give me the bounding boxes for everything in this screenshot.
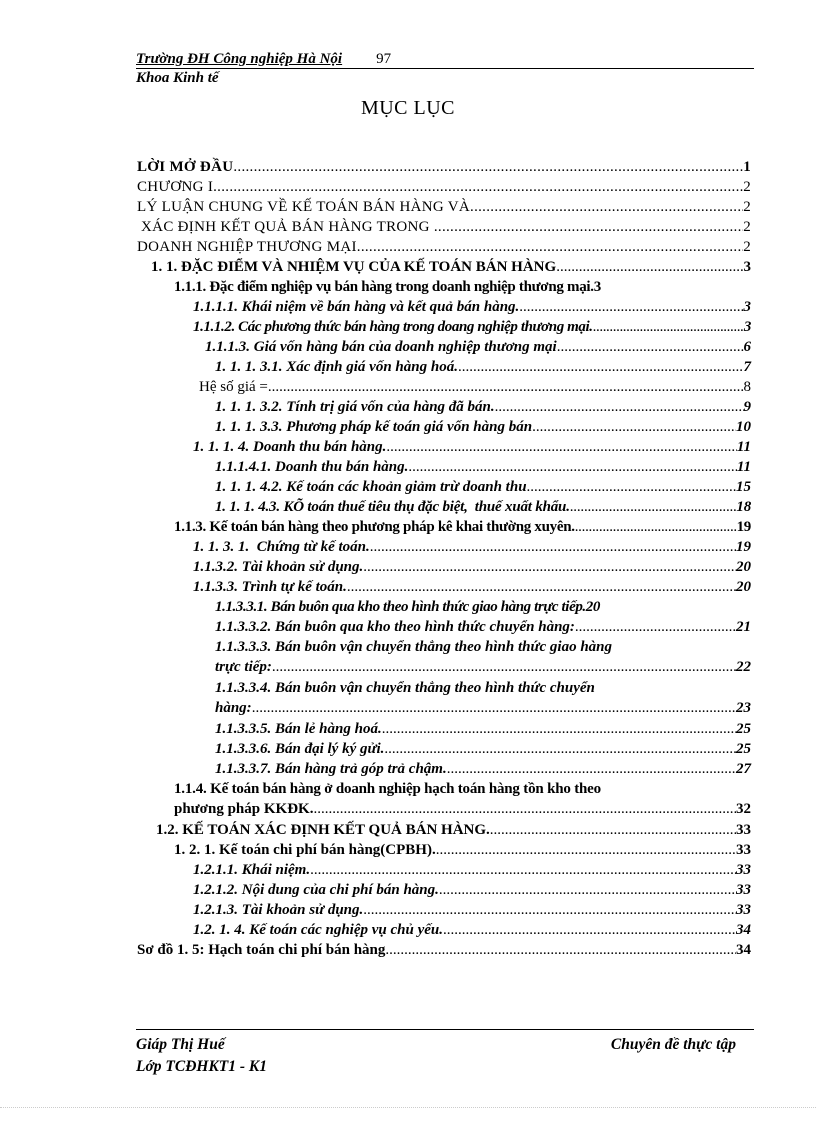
toc-entry[interactable] [137,277,753,297]
toc-entry[interactable] [137,337,751,357]
toc-entry-page: 2 [743,199,751,215]
leader-dots [347,577,736,597]
leader-dots [532,417,736,437]
leader-dots [458,357,744,377]
toc-entry[interactable] [137,759,751,779]
toc-entry-page: 2 [743,179,751,195]
toc-entry-title: DOANH NGHIỆP THƯƠNG MẠI [137,239,357,255]
toc-entry-page: 33 [736,842,751,858]
toc-entry-title: 1. 1. 1. 3.1. Xác định giá vốn hàng hoá. [215,359,458,375]
toc-entry[interactable] [137,437,751,457]
leader-dots [408,457,736,477]
toc-entry-page: 2 [743,239,751,255]
toc-entry-title: 1.1.3.3. Trình tự kế toán. [193,579,347,595]
table-of-contents [137,157,751,960]
leader-dots [556,257,743,277]
school-name: Trường ĐH Công nghiệp Hà Nội [136,51,343,67]
toc-entry-page: 34 [736,942,751,958]
toc-entry-page: 19 [736,519,751,535]
toc-entry[interactable] [137,860,751,880]
toc-entry[interactable] [137,197,751,217]
toc-entry-page: 19 [736,539,751,555]
toc-entry-title: 1.1.3.2. Tài khoản sử dụng. [193,559,364,575]
toc-entry[interactable] [137,537,751,557]
toc-entry-title: 1. 1. ĐẶC ĐIỂM VÀ NHIỆM VỤ CỦA KẾ TOÁN BÁN HÀNG [151,259,557,275]
toc-entry-title: 1. 1. 1. 4. Doanh thu bán hàng. [193,439,387,455]
toc-entry-page: 11 [736,439,751,455]
toc-entry-page: 27 [736,761,751,777]
page-footer [136,1034,736,1078]
toc-entry-page: 15 [736,479,751,495]
toc-entry[interactable] [137,497,751,517]
toc-entry-title: 1.2. 1. 4. Kế toán các nghiệp vụ chủ yếu. [193,922,443,938]
toc-entry[interactable] [137,397,751,417]
toc-entry[interactable] [137,297,751,317]
toc-entry-page: 33 [736,822,751,838]
leader-dots [384,739,736,759]
toc-entry-title: Hệ số giá = [199,379,268,395]
toc-entry[interactable] [137,637,751,678]
toc-entry-title: 1. 1. 3. 1. Chứng từ kế toán. [193,539,370,555]
toc-entry-title: 1. 1. 1. 3.2. Tính trị giá vốn của hàng đã bán. [215,399,495,415]
toc-entry[interactable] [137,237,751,257]
toc-entry[interactable] [137,317,751,337]
toc-entry-page: 32 [736,801,751,818]
leader-dots [434,217,743,237]
toc-entry[interactable] [137,840,751,860]
leader-dots [570,497,737,517]
toc-entry-page: 3 [593,279,601,295]
toc-entry-title: 1.1.3.3.6. Bán đại lý ký gửi. [215,741,385,757]
toc-entry-title: 1.2.1.1. Khái niệm. [193,862,311,878]
toc-entry-title: Sơ đồ 1. 5: Hạch toán chi phí bán hàng [137,942,386,958]
leader-dots [268,377,744,397]
toc-entry[interactable] [137,779,751,820]
toc-entry-title: 1.1.1.1. Khái niệm về bán hàng và kết quả bán hàng. [193,299,520,315]
leader-dots [557,337,744,357]
leader-dots [490,820,736,840]
toc-entry-title: LÝ LUẬN CHUNG VỀ KẾ TOÁN BÁN HÀNG VÀ [137,199,471,215]
toc-entry[interactable] [137,517,751,537]
toc-entry-title: 1.1.1.3. Giá vốn hàng bán của doanh nghiệp thương mại [205,339,557,355]
toc-entry[interactable] [137,900,751,920]
toc-entry-page: 10 [736,419,751,435]
leader-dots [233,157,743,177]
toc-entry-title: 1.2.1.3. Tài khoản sử dụng. [193,902,364,918]
toc-entry[interactable] [137,457,751,477]
leader-dots [575,517,737,537]
toc-entry-title: 1.1.3.3.4. Bán buôn vận chuyển thẳng theo hình thức chuyển [215,680,595,696]
faculty-name: Khoa Kinh tế [136,70,219,86]
toc-entry-page: 1 [743,159,751,175]
toc-entry[interactable] [137,417,751,437]
toc-entry-page: 33 [736,882,751,898]
toc-entry-page: 25 [736,741,751,757]
toc-entry[interactable] [137,739,751,759]
toc-entry-page: 21 [736,619,751,635]
leader-dots [310,860,736,880]
toc-entry-page: 22 [736,659,751,676]
page-title: MỤC LỤC [360,97,456,119]
toc-entry-page: 8 [743,379,751,395]
toc-entry-title: 1.1.1.4.1. Doanh thu bán hàng. [215,459,409,475]
toc-entry[interactable] [137,597,751,617]
toc-entry[interactable] [137,157,751,177]
toc-entry-title-cont: phương pháp KKĐK. [174,801,314,818]
toc-entry[interactable] [137,617,751,637]
toc-entry[interactable] [137,557,751,577]
toc-entry-page: 20 [736,579,751,595]
author-name: Giáp Thị Huế [136,1036,225,1053]
toc-entry[interactable] [137,880,751,900]
toc-entry-page: 3 [743,259,751,275]
toc-entry[interactable] [137,477,751,497]
toc-entry[interactable] [137,577,751,597]
leader-dots [470,197,743,217]
toc-entry-title: 1.1.3.3.1. Bán buôn qua kho theo hình thức giao hàng trực tiếp. [215,599,586,615]
toc-entry-title: 1.2.1.2. Nội dung của chi phí bán hàng. [193,882,439,898]
toc-entry-page: 18 [736,499,751,515]
toc-entry[interactable] [137,177,751,197]
toc-entry-page: 3 [743,319,751,335]
leader-dots [519,297,743,317]
toc-entry-page: 20 [585,599,600,615]
leader-dots [363,900,736,920]
document-type: Chuyên đề thực tập [610,1036,736,1053]
toc-entry-title: 1.1.3.3.5. Bán lẻ hàng hoá. [215,721,382,737]
footer-divider [136,1029,754,1030]
toc-entry-title: CHƯƠNG I [137,179,214,195]
leader-dots [213,177,743,197]
toc-entry-title-cont: trực tiếp: [215,659,272,676]
leader-dots [363,557,736,577]
toc-entry-page: 2 [743,219,751,235]
leader-dots [382,719,736,739]
leader-dots [252,698,736,718]
toc-entry-title: 1.2. KẾ TOÁN XÁC ĐỊNH KẾT QUẢ BÁN HÀNG. [156,822,490,838]
toc-entry-title: 1. 1. 1. 4.2. Kế toán các khoản giảm trừ doanh thu [215,479,527,495]
toc-entry[interactable] [137,820,751,840]
toc-entry[interactable] [137,940,751,960]
leader-dots [385,940,736,960]
toc-entry-page: 11 [736,459,751,475]
toc-entry-title: 1.1.3. Kế toán bán hàng theo phương pháp kê khai thường xuyên. [174,519,575,535]
toc-entry-title-cont: hàng: [215,700,252,717]
toc-entry[interactable] [137,257,751,277]
toc-entry-title: 1.1.3.3.2. Bán buôn qua kho theo hình thức chuyển hàng: [215,619,575,635]
leader-dots [439,880,736,900]
leader-dots [443,920,736,940]
page-header [136,50,754,87]
toc-entry[interactable] [137,377,751,397]
leader-dots [313,799,736,819]
toc-entry-title: LỜI MỞ ĐẦU [137,159,234,175]
toc-entry-page: 33 [736,902,751,918]
toc-entry-title: 1.1.1. Đặc điểm nghiệp vụ bán hàng trong doanh nghiệp thương mại. [174,279,594,295]
toc-entry-title: 1.1.3.3.7. Bán hàng trả góp trả chậm. [215,761,447,777]
toc-entry-title: 1.1.1.2. Các phương thức bán hàng trong doang nghiệp thương mại. [193,319,593,335]
toc-entry[interactable] [137,920,751,940]
toc-entry-page: 20 [736,559,751,575]
leader-dots [436,840,736,860]
toc-entry-title: 1.1.4. Kế toán bán hàng ở doanh nghiệp hạch toán hàng tồn kho theo [174,781,601,797]
toc-entry-title: 1. 1. 1. 3.3. Phương pháp kế toán giá vốn hàng bán [215,419,533,435]
leader-dots [370,537,736,557]
toc-entry-page: 33 [736,862,751,878]
toc-entry[interactable] [137,357,751,377]
page-number: 97 [376,51,392,67]
toc-entry-page: 6 [743,339,751,355]
toc-entry-page: 3 [743,299,751,315]
toc-entry-title: 1. 1. 1. 4.3. KÕ toán thuế tiêu thụ đặc biệt, thuế xuất khẩu. [215,499,570,515]
toc-entry[interactable] [137,719,751,739]
toc-entry-page: 23 [736,700,751,717]
toc-entry-title: XÁC ĐỊNH KẾT QUẢ BÁN HÀNG TRONG [137,219,434,235]
page-edge [0,1107,816,1108]
leader-dots [447,759,736,779]
leader-dots [357,237,743,257]
toc-entry-page: 7 [743,359,751,375]
toc-entry-page: 25 [736,721,751,737]
leader-dots [495,397,744,417]
toc-entry[interactable] [137,217,751,237]
toc-entry[interactable] [137,678,751,719]
class-name: Lớp TCĐHKT1 - K1 [136,1058,268,1075]
toc-entry-page: 9 [743,399,751,415]
toc-entry-title: 1. 2. 1. Kế toán chi phí bán hàng(CPBH). [174,842,436,858]
leader-dots [386,437,736,457]
leader-dots [575,617,736,637]
header-line [136,50,754,69]
leader-dots [272,657,736,677]
toc-entry-title: 1.1.3.3.3. Bán buôn vận chuyển thẳng theo hình thức giao hàng [215,639,613,655]
leader-dots [593,317,744,337]
toc-entry-page: 34 [736,922,751,938]
leader-dots [527,477,736,497]
